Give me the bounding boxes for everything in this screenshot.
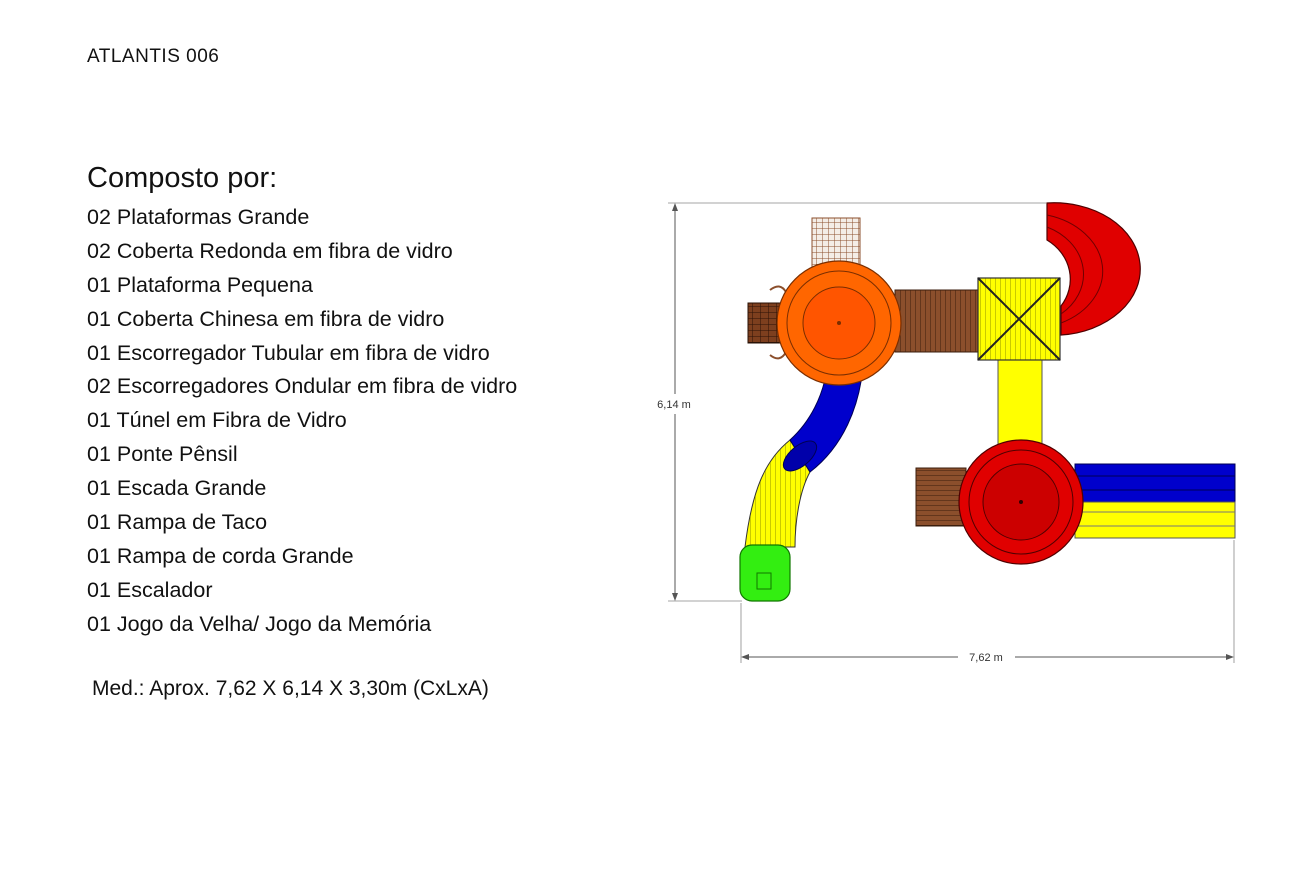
components-list: [87, 201, 517, 642]
list-item: 01 Ponte Pênsil: [87, 442, 238, 467]
list-item: 01 Escada Grande: [87, 476, 267, 501]
width-dimension: [741, 540, 1234, 663]
list-item: 01 Túnel em Fibra de Vidro: [87, 408, 347, 433]
tunnel: [998, 358, 1042, 453]
tubular-slide: [1047, 203, 1140, 335]
list-item: 01 Escorregador Tubular em fibra de vidro: [87, 340, 490, 365]
climbing-wall: [748, 303, 780, 343]
red-round-roof: [959, 440, 1083, 564]
list-item: 01 Escalador: [87, 577, 213, 602]
list-item: 02 Coberta Redonda em fibra de vidro: [87, 238, 453, 263]
list-item: 02 Plataformas Grande: [87, 205, 310, 229]
list-item: 01 Coberta Chinesa em fibra de vidro: [87, 306, 445, 331]
components-heading: Composto por:: [87, 162, 278, 194]
wooden-ramp: [916, 468, 966, 526]
lower-slides: [1075, 464, 1235, 538]
chinese-roof: [978, 278, 1060, 360]
slide-exit: [740, 545, 790, 601]
measurements-text: Med.: Aprox. 7,62 X 6,14 X 3,30m (CxLxA): [92, 677, 489, 700]
list-item: 01 Rampa de corda Grande: [87, 543, 354, 568]
height-label: 6,14 m: [657, 399, 691, 411]
list-item: 02 Escorregadores Ondular em fibra de vidro: [87, 374, 518, 399]
suspension-bridge: [895, 290, 980, 352]
list-item: 01 Plataforma Pequena: [87, 272, 313, 297]
list-item: 01 Rampa de Taco: [87, 510, 268, 535]
product-code: ATLANTIS 006: [87, 46, 220, 67]
width-label: 7,62 m: [969, 652, 1003, 664]
orange-round-roof: [777, 261, 901, 385]
list-item: 01 Jogo da Velha/ Jogo da Memória: [87, 611, 432, 636]
playground-plan: [640, 190, 1260, 680]
